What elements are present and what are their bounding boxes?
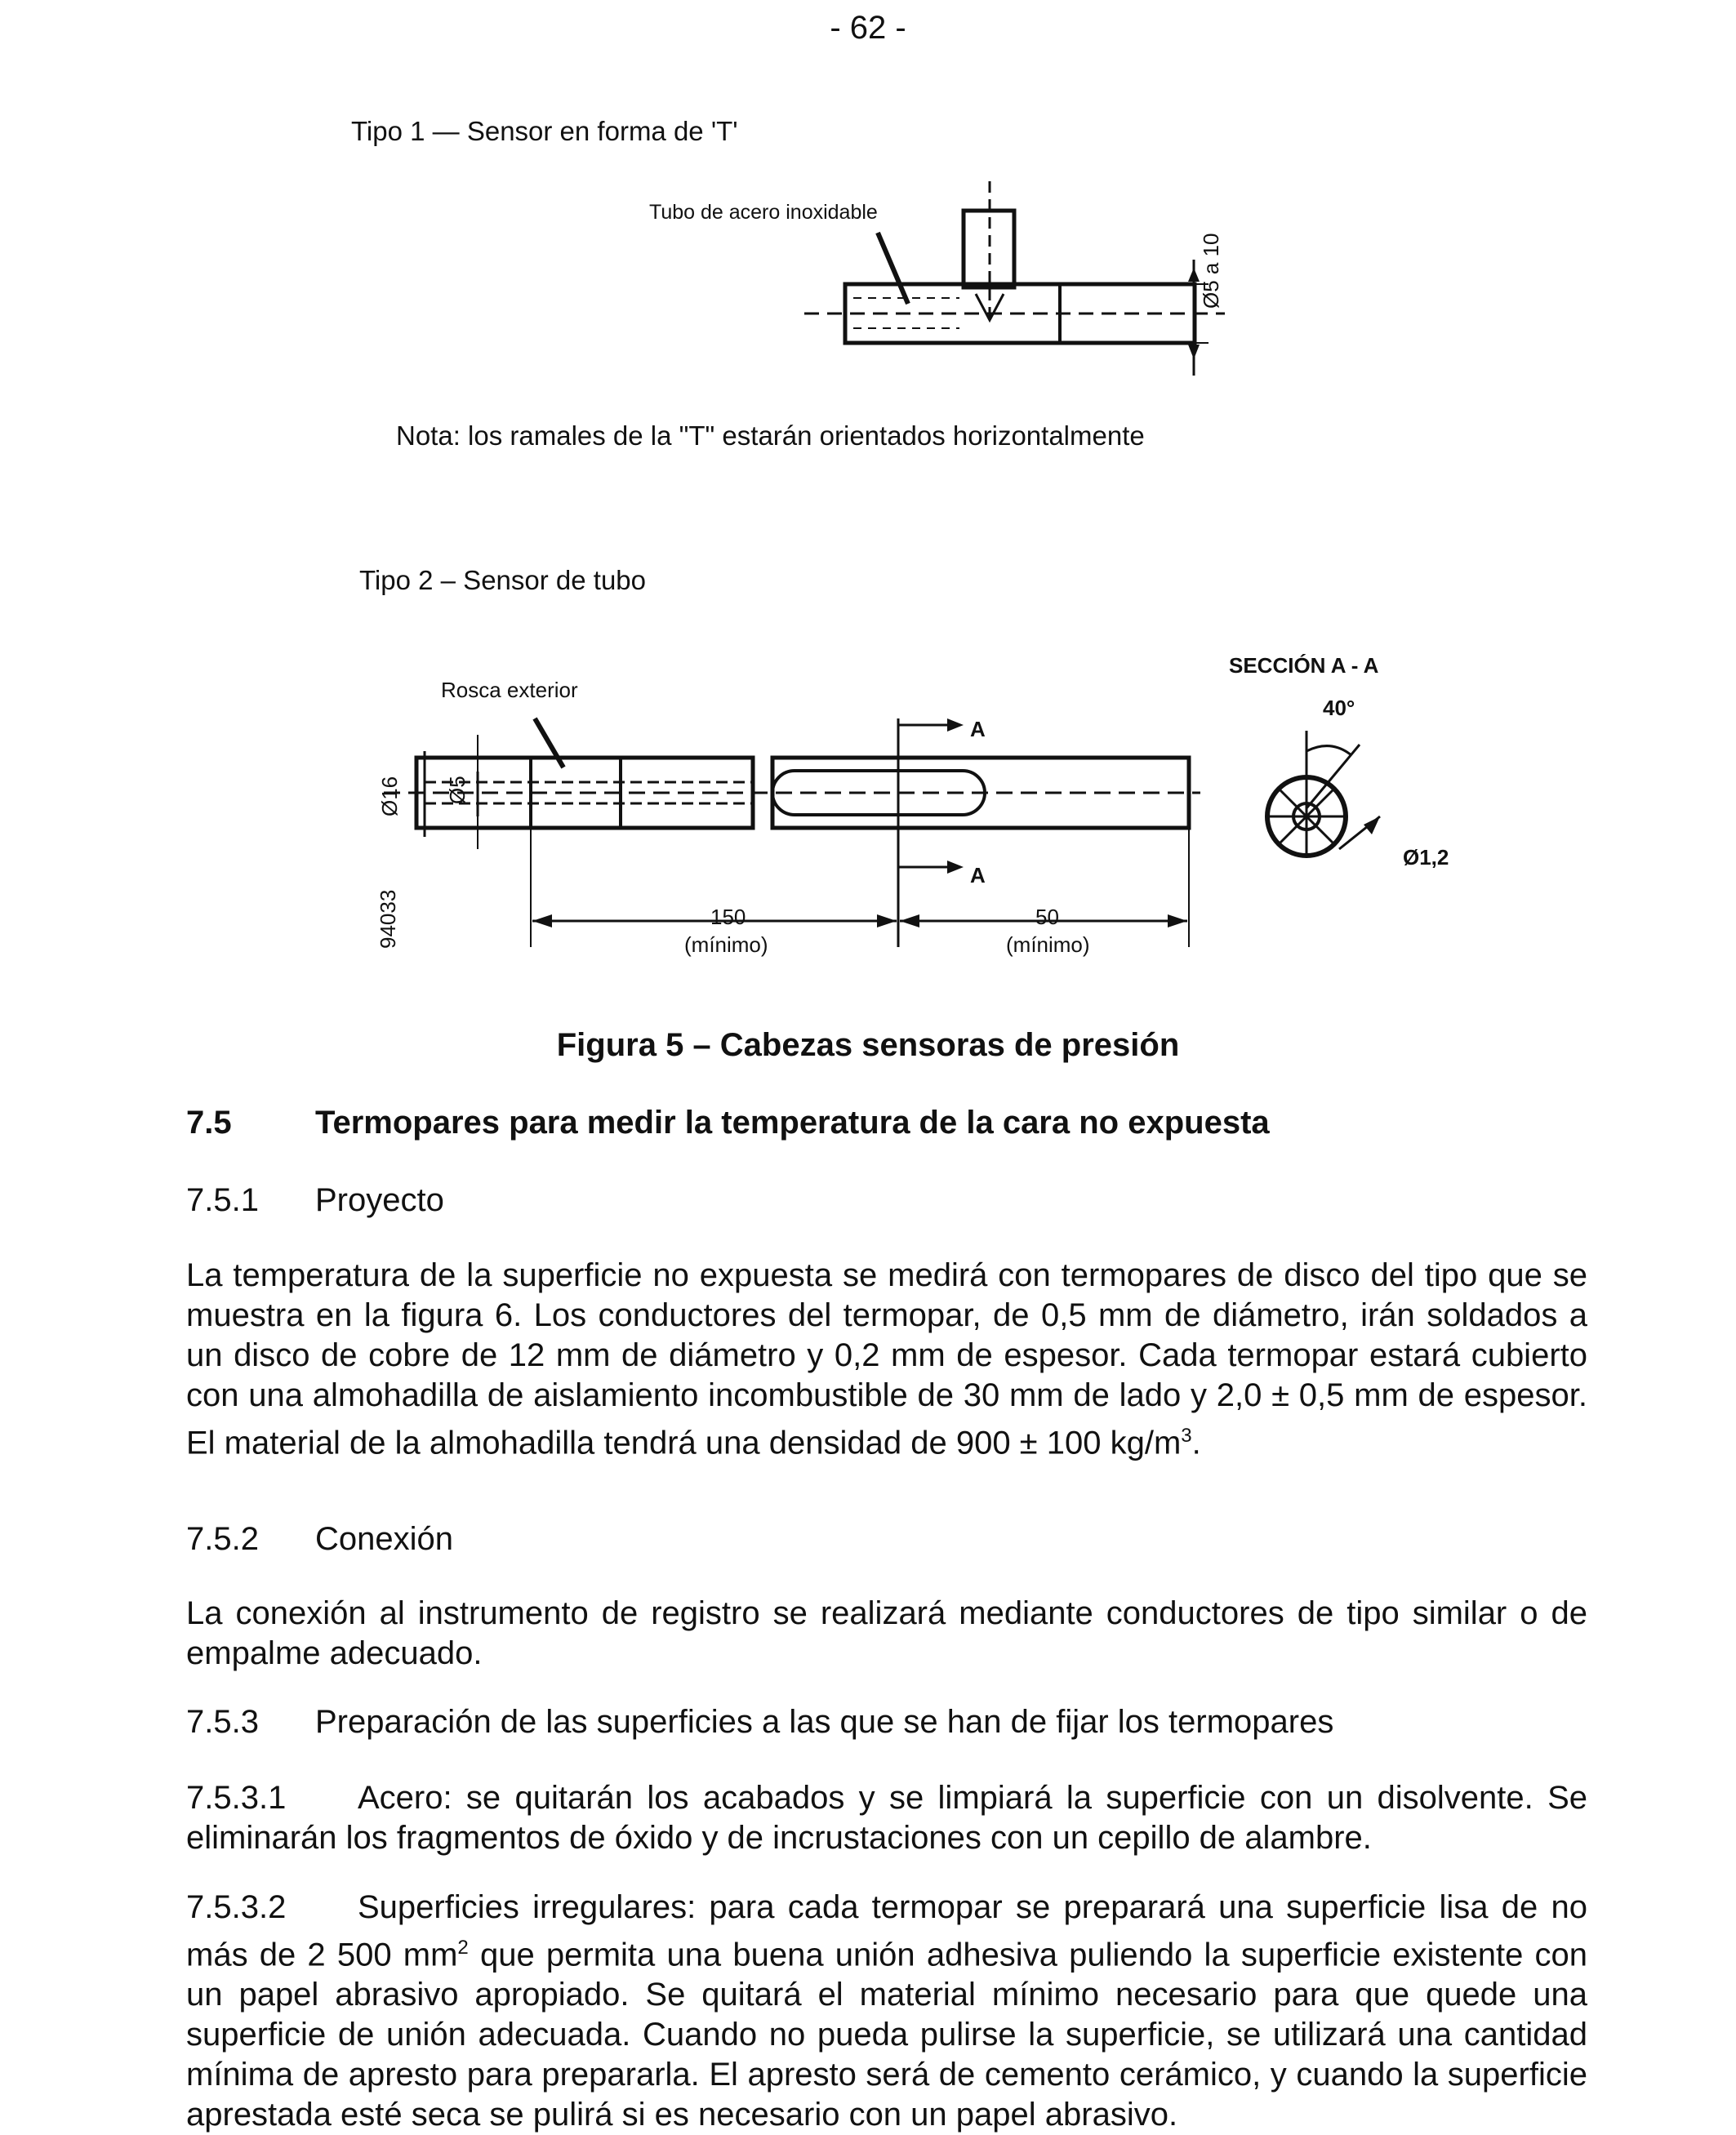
section-7-5-3-1-paragraph [186, 1778, 1587, 1858]
pressure-sensor-drawings [0, 0, 1736, 1012]
diameter-5-label: Ø5 [445, 776, 470, 804]
diameter-16-label: Ø16 [377, 776, 402, 816]
angle-label: 40° [1323, 696, 1355, 720]
length-150-note: (mínimo) [684, 932, 768, 957]
length-150: 150 [710, 905, 746, 929]
type1-title: Tipo 1 — Sensor en forma de 'T' [351, 116, 738, 146]
type1-note: Nota: los ramales de la "T" estarán orientados horizontalmente [396, 420, 1145, 451]
section-7-5-3-title: Preparación de las superficies a las que se han de fijar los termopares [315, 1704, 1334, 1740]
section-7-5-1-text-end: . [1191, 1425, 1201, 1461]
section-7-5-2-number: 7.5.2 [186, 1521, 259, 1557]
page-number: - 62 - [830, 10, 906, 46]
section-7-5-1-text: La temperatura de la superficie no expuesta se medirá con termopares de disco del tipo que se muestra en la figura 6. Los conductores del termopar, de 0,5 mm de diámetro, irán soldados a un disco de cobre de 12 mm de diámetro y 0,2 mm de espesor. Cada termopar estará cubierto con una almohadilla de aislamiento incombustible de 30 mm de lado y 2,0 ± 0,5 mm de espesor. El material de la almohadilla tendrá una densidad de 900 ± 100 kg/m [186, 1257, 1587, 1461]
section-aa-label: SECCIÓN A - A [1229, 653, 1379, 678]
type1-diameter-label: Ø5 a 10 [1199, 233, 1223, 309]
section-7-5-1-number: 7.5.1 [186, 1182, 259, 1218]
section-7-5-3-2-paragraph [186, 1888, 1587, 2135]
diameter-1-2-label: Ø1,2 [1403, 845, 1449, 870]
section-7-5-3-2-number: 7.5.3.2 [186, 1889, 287, 1925]
length-50-note: (mínimo) [1006, 932, 1090, 957]
section-7-5-3-1-text: Acero: se quitarán los acabados y se limpiará la superficie con un disolvente. Se eliminarán los fragmentos de óxido y de incrustaciones con un cepillo de alambre. [186, 1780, 1587, 1856]
section-7-5-3-number: 7.5.3 [186, 1704, 259, 1740]
section-7-5-1-title: Proyecto [315, 1182, 444, 1218]
section-7-5-2-paragraph: La conexión al instrumento de registro se realizará mediante conductores de tipo similar o de empalme adecuado. [186, 1595, 1587, 1671]
section-7-5-number: 7.5 [186, 1105, 232, 1141]
section-7-5-title: Termopares para medir la temperatura de la cara no expuesta [315, 1105, 1270, 1141]
section-7-5-3-2-text-end: que permita una buena unión adhesiva puliendo la superficie existente con un papel abrasivo apropiado. Se quitará el material mínimo necesario para que quede una superficie de unión adecuada. Cuando no pueda pulirse la superficie, se utilizará una cantidad mínima de apresto para prepararla. El apresto será de cemento cerámico, y cuando la superficie aprestada esté seca se pulirá si es necesario con un papel abrasivo. [186, 1937, 1588, 2133]
type1-tube-label: Tubo de acero inoxidable [649, 201, 878, 224]
type2-thread-label: Rosca exterior [441, 678, 578, 702]
type2-title: Tipo 2 – Sensor de tubo [359, 565, 647, 595]
section-7-5-3-2-text: Superficies irregulares: para cada termopar se preparará una superficie lisa de no más de 2 500 mm [186, 1889, 1587, 1973]
section-marker-a-bottom: A [970, 863, 986, 887]
section-7-5-2-title: Conexión [315, 1521, 454, 1557]
section-marker-a-top: A [970, 717, 986, 741]
drawing-id: 94033 [376, 889, 400, 949]
section-7-5-1-paragraph [186, 1256, 1587, 1463]
length-50: 50 [1035, 905, 1059, 929]
figure-caption: Figura 5 – Cabezas sensoras de presión [556, 1027, 1180, 1063]
section-7-5-3-2-superscript: 2 [457, 1937, 469, 1959]
section-7-5-1-superscript: 3 [1181, 1425, 1192, 1447]
section-7-5-3-1-number: 7.5.3.1 [186, 1780, 287, 1816]
